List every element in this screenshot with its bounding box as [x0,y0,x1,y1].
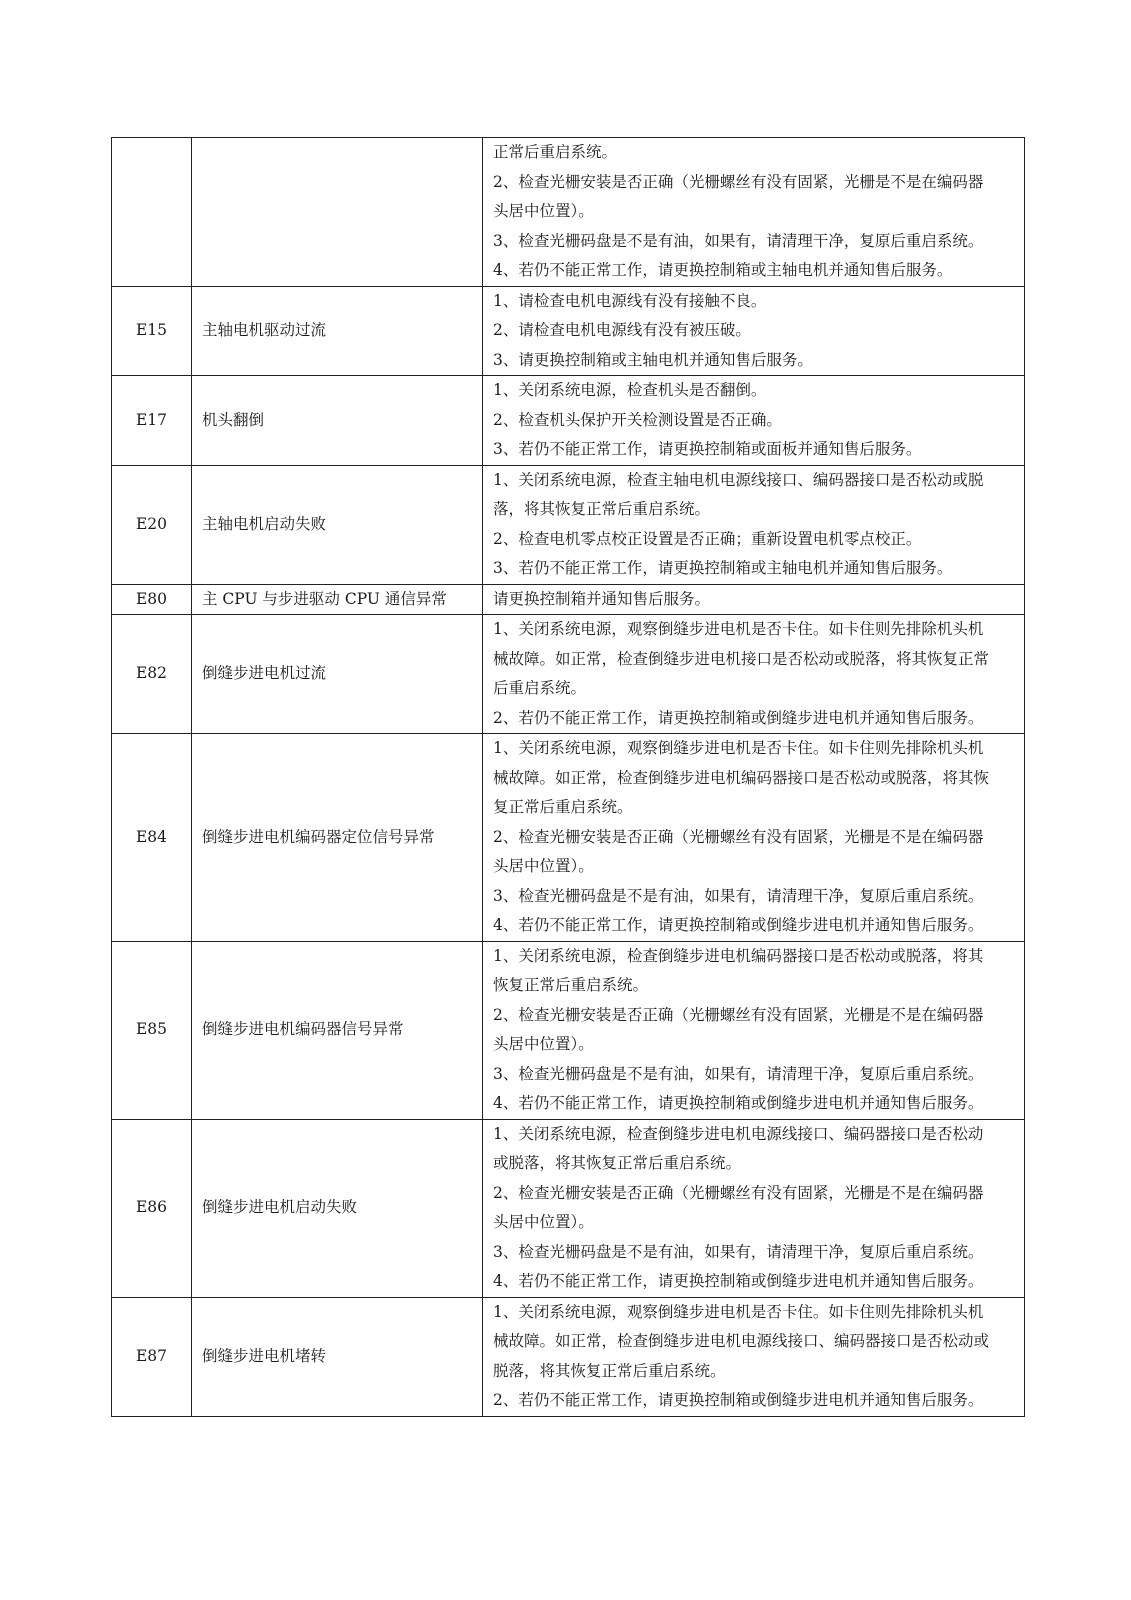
table-row [112,615,1025,734]
solution-line: 2、检查机头保护开关检测设置是否正确。 [493,410,782,429]
solution-line: 2、若仍不能正常工作，请更换控制箱或倒缝步进电机并通知售后服务。 [493,1391,984,1409]
solution-line: 正常后重启系统。 [493,143,618,161]
solution-cell [483,376,1025,466]
table-row [112,138,1025,287]
solution-line: 械故障。如正常，检查倒缝步进电机电源线接口、编码器接口是否松动或 [493,1332,990,1350]
error-description-text: 倒缝步进电机启动失败 [202,1198,358,1217]
solution-line: 后重启系统。 [493,679,587,697]
error-table-body [112,138,1025,1417]
error-description-text: 倒缝步进电机编码器定位信号异常 [202,827,435,846]
solution-line: 3、检查光栅码盘是不是有油，如果有，请清理干净，复原后重启系统。 [493,231,984,250]
error-code-cell [112,138,192,287]
solution-line: 1、关闭系统电源，观察倒缝步进电机是否卡住。如卡住则先排除机头机 [493,620,984,638]
error-description-cell [192,734,483,942]
solution-line: 2、检查电机零点校正设置是否正确；重新设置电机零点校正。 [493,529,922,548]
error-description-cell [192,615,483,734]
error-code-cell: E80 [112,584,192,615]
error-description-text: 主轴电机驱动过流 [202,321,327,339]
error-code-cell: E86 [112,1119,192,1297]
table-row [112,941,1025,1119]
solution-line: 脱落，将其恢复正常后重启系统。 [493,1361,726,1380]
error-code-cell: E20 [112,465,192,584]
error-description-text: 倒缝步进电机堵转 [202,1346,327,1365]
solution-cell [483,1119,1025,1297]
solution-line: 3、检查光栅码盘是不是有油，如果有，请清理干净，复原后重启系统。 [493,1242,984,1261]
error-code-cell: E82 [112,615,192,734]
solution-cell [483,584,1025,615]
error-code-cell: E84 [112,734,192,942]
table-row [112,1119,1025,1297]
solution-cell [483,941,1025,1119]
table-row [112,465,1025,584]
error-description-text: 倒缝步进电机过流 [202,664,327,683]
table-row [112,286,1025,376]
error-code-table [111,137,1025,1417]
error-description-cell [192,465,483,584]
solution-line: 1、关闭系统电源，观察倒缝步进电机是否卡住。如卡住则先排除机头机 [493,739,984,757]
solution-line: 3、检查光栅码盘是不是有油，如果有，请清理干净，复原后重启系统。 [493,1064,984,1083]
solution-line: 1、关闭系统电源，检查倒缝步进电机电源线接口、编码器接口是否松动 [493,1124,984,1143]
solution-line: 2、若仍不能正常工作，请更换控制箱或倒缝步进电机并通知售后服务。 [493,708,984,727]
solution-cell [483,734,1025,942]
solution-line: 1、关闭系统电源，观察倒缝步进电机是否卡住。如卡住则先排除机头机 [493,1302,984,1321]
table-row [112,1297,1025,1416]
solution-line: 3、请更换控制箱或主轴电机并通知售后服务。 [493,350,813,369]
error-description-cell [192,1297,483,1416]
error-code-cell: E87 [112,1297,192,1416]
solution-line: 头居中位置）。 [493,202,594,220]
table-row [112,734,1025,942]
error-description-text: 主 CPU 与步进驱动 CPU 通信异常 [202,589,447,608]
solution-line: 或脱落，将其恢复正常后重启系统。 [493,1154,742,1172]
solution-cell [483,138,1025,287]
error-description-cell [192,376,483,466]
table-row [112,584,1025,615]
solution-cell [483,615,1025,734]
solution-line: 3、若仍不能正常工作，请更换控制箱或主轴电机并通知售后服务。 [493,559,953,577]
solution-cell [483,1297,1025,1416]
error-description-cell [192,941,483,1119]
error-description-cell [192,1119,483,1297]
document-page [111,137,1025,1417]
error-description-cell [192,286,483,376]
error-description-text: 主轴电机启动失败 [202,514,327,533]
error-description-text: 机头翻倒 [202,410,265,429]
solution-line: 1、关闭系统电源，检查倒缝步进电机编码器接口是否松动或脱落，将其 [493,946,984,965]
solution-line: 1、请检查电机电源线有没有接触不良。 [493,291,767,310]
solution-line: 2、检查光栅安装是否正确（光栅螺丝有没有固紧，光栅是不是在编码器 [493,827,984,846]
solution-cell [483,465,1025,584]
solution-line: 4、若仍不能正常工作，请更换控制箱或主轴电机并通知售后服务。 [493,261,953,279]
solution-line: 2、检查光栅安装是否正确（光栅螺丝有没有固紧，光栅是不是在编码器 [493,1005,984,1024]
error-code-cell: E85 [112,941,192,1119]
solution-line: 械故障。如正常，检查倒缝步进电机编码器接口是否松动或脱落，将其恢 [493,768,990,787]
solution-line: 1、关闭系统电源，检查机头是否翻倒。 [493,381,767,399]
solution-line: 2、请检查电机电源线有没有被压破。 [493,321,751,339]
solution-line: 4、若仍不能正常工作，请更换控制箱或倒缝步进电机并通知售后服务。 [493,916,984,934]
solution-line: 请更换控制箱并通知售后服务。 [493,589,711,608]
solution-line: 复正常后重启系统。 [493,798,633,816]
solution-line: 4、若仍不能正常工作，请更换控制箱或倒缝步进电机并通知售后服务。 [493,1272,984,1290]
solution-line: 2、检查光栅安装是否正确（光栅螺丝有没有固紧，光栅是不是在编码器 [493,1183,984,1202]
solution-line: 1、关闭系统电源，检查主轴电机电源线接口、编码器接口是否松动或脱 [493,470,984,489]
error-code-cell: E17 [112,376,192,466]
solution-line: 恢复正常后重启系统。 [493,976,649,994]
error-description-cell [192,138,483,287]
solution-line: 头居中位置）。 [493,857,594,875]
solution-cell [483,286,1025,376]
table-row [112,376,1025,466]
solution-line: 械故障。如正常，检查倒缝步进电机接口是否松动或脱落，将其恢复正常 [493,649,990,668]
error-code-cell: E15 [112,286,192,376]
solution-line: 2、检查光栅安装是否正确（光栅螺丝有没有固紧，光栅是不是在编码器 [493,172,984,191]
solution-line: 落，将其恢复正常后重启系统。 [493,500,711,518]
error-description-cell [192,584,483,615]
error-description-text: 倒缝步进电机编码器信号异常 [202,1020,404,1039]
solution-line: 3、若仍不能正常工作，请更换控制箱或面板并通知售后服务。 [493,440,922,458]
solution-line: 头居中位置）。 [493,1035,594,1053]
solution-line: 头居中位置）。 [493,1213,594,1231]
solution-line: 3、检查光栅码盘是不是有油，如果有，请清理干净，复原后重启系统。 [493,886,984,905]
solution-line: 4、若仍不能正常工作，请更换控制箱或倒缝步进电机并通知售后服务。 [493,1094,984,1112]
